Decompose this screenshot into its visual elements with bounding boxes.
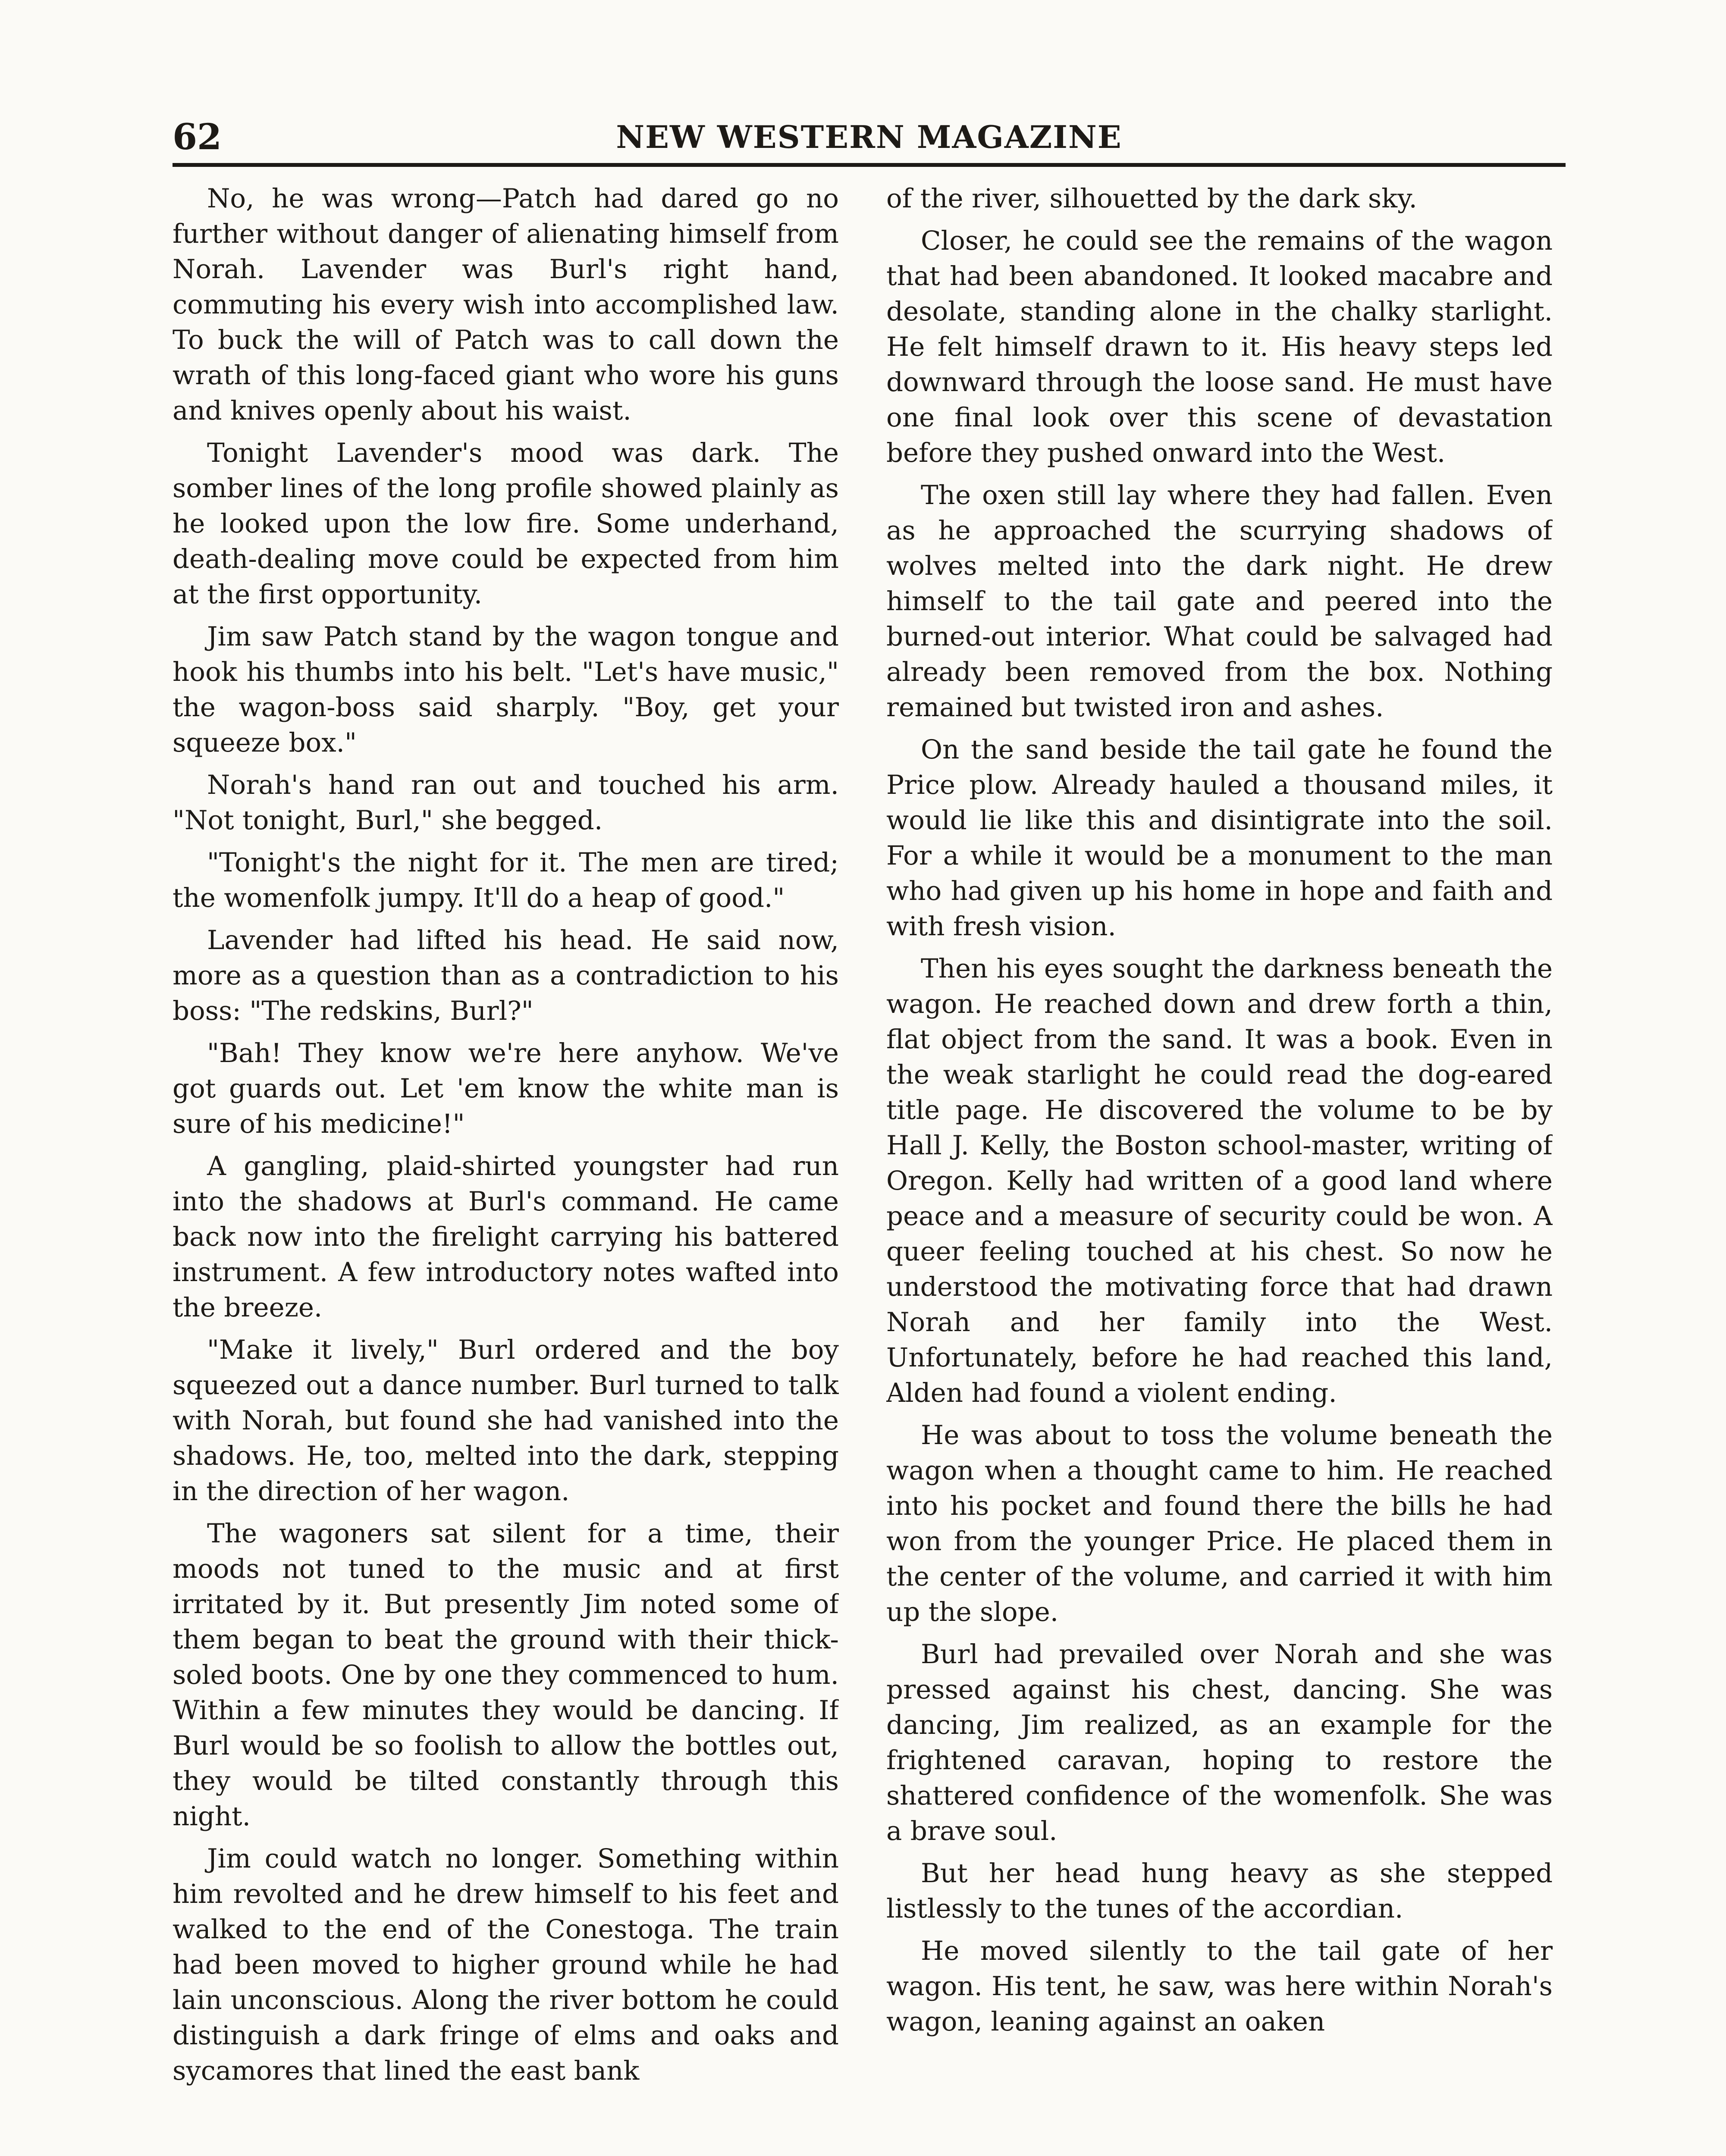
paragraph: "Bah! They know we're here anyhow. We've got guards out. Let 'em know the white man is sure of his medicine!" bbox=[173, 1038, 839, 1139]
paragraph: "Tonight's the night for it. The men are tired; the womenfolk jumpy. It'll do a heap of good." bbox=[173, 847, 839, 913]
paragraph: Burl had prevailed over Norah and she was pressed against his chest, dancing. She was dancing, Jim realized, as an example for the frightened caravan, hoping to restore the shattered confidence of the womenfolk. She was a brave soul. bbox=[886, 1639, 1553, 1846]
paragraph: Lavender had lifted his head. He said now, more as a question than as a contradiction to his boss: "The redskins, Burl?" bbox=[173, 925, 839, 1026]
page-header bbox=[173, 111, 1566, 167]
paragraph: He was about to toss the volume beneath the wagon when a thought came to him. He reached into his pocket and found there the bills he had won from the younger Price. He placed them in the center of the volume, and carried it with him up the slope. bbox=[886, 1420, 1553, 1627]
paragraph: Tonight Lavender's mood was dark. The somber lines of the long profile showed plainly as he looked upon the low fire. Some underhand, death-dealing move could be expected from him at the first opportunity. bbox=[173, 438, 839, 610]
paragraph-continued: of the river, silhouetted by the dark sky. bbox=[886, 183, 1417, 214]
paragraph: Closer, he could see the remains of the wagon that had been abandoned. It looked macabre and desolate, standing alone in the chalky starlight. He felt himself drawn to it. His heavy steps led downward through the loose sand. He must have one final look over this scene of devastation before they pushed onward into the West. bbox=[886, 226, 1553, 468]
paragraph: Then his eyes sought the darkness beneath the wagon. He reached down and drew forth a thin, flat object from the sand. It was a book. Even in the weak starlight he could read the dog-eared title page. He discovered the volume to be by Hall J. Kelly, the Boston school-master, writing of Oregon. Kelly had written of a good land where peace and a measure of security could be won. A queer feeling touched at his chest. So now he understood the motivating force that had drawn Norah and her family into the West. Unfortunately, before he had reached this land, Alden had found a violent ending. bbox=[886, 953, 1553, 1408]
paragraph: The oxen still lay where they had fallen. Even as he approached the scurrying shadows of wolves melted into the dark night. He drew himself to the tail gate and peered into the burned-out interior. What could be salvaged had already been removed from the box. Nothing remained but twisted iron and ashes. bbox=[886, 480, 1553, 723]
paragraph: "Make it lively," Burl ordered and the boy squeezed out a dance number. Burl turned to talk with Norah, but found she had vanished into the shadows. He, too, melted into the dark, stepping in the direction of her wagon. bbox=[173, 1335, 839, 1507]
magazine-title: NEW WESTERN MAGAZINE bbox=[616, 119, 1122, 155]
text-column-right bbox=[886, 181, 1553, 2156]
text-column-left bbox=[173, 181, 839, 2156]
paragraph: Norah's hand ran out and touched his arm. "Not tonight, Burl," she begged. bbox=[173, 770, 839, 836]
paragraph: On the sand beside the tail gate he found the Price plow. Already hauled a thousand miles, it would lie like this and disintigrate into the soil. For a while it would be a monument to the man who had given up his home in hope and faith and with fresh vision. bbox=[886, 734, 1553, 942]
paragraph: No, he was wrong—Patch had dared go no further without danger of alienating himself from Norah. Lavender was Burl's right hand, commuting his every wish into accomplished law. To buck the will of Patch was to call down the wrath of this long-faced giant who wore his guns and knives openly about his waist. bbox=[173, 183, 839, 426]
paragraph: Jim could watch no longer. Something within him revolted and he drew himself to his feet and walked to the end of the Conestoga. The train had been moved to higher ground while he had lain unconscious. Along the river bottom he could distinguish a dark fringe of elms and oaks and sycamores that lined the east bank bbox=[173, 1843, 839, 2086]
paragraph: Jim saw Patch stand by the wagon tongue and hook his thumbs into his belt. "Let's have music," the wagon-boss said sharply. "Boy, get your squeeze box." bbox=[173, 621, 839, 758]
page-number: 62 bbox=[173, 116, 222, 158]
paragraph: He moved silently to the tail gate of her wagon. His tent, he saw, was here within Norah's wagon, leaning against an oaken bbox=[886, 1936, 1553, 2037]
paragraph: But her head hung heavy as she stepped listlessly to the tunes of the accordian. bbox=[886, 1858, 1553, 1924]
paragraph: The wagoners sat silent for a time, their moods not tuned to the music and at first irritated by it. But presently Jim noted some of them began to beat the ground with their thick-soled boots. One by one they commenced to hum. Within a few minutes they would be dancing. If Burl would be so foolish to allow the bottles out, they would be tilted constantly through this night. bbox=[173, 1518, 839, 1832]
paragraph: A gangling, plaid-shirted youngster had run into the shadows at Burl's command. He came back now into the firelight carrying his battered instrument. A few introductory notes wafted into the breeze. bbox=[173, 1151, 839, 1323]
